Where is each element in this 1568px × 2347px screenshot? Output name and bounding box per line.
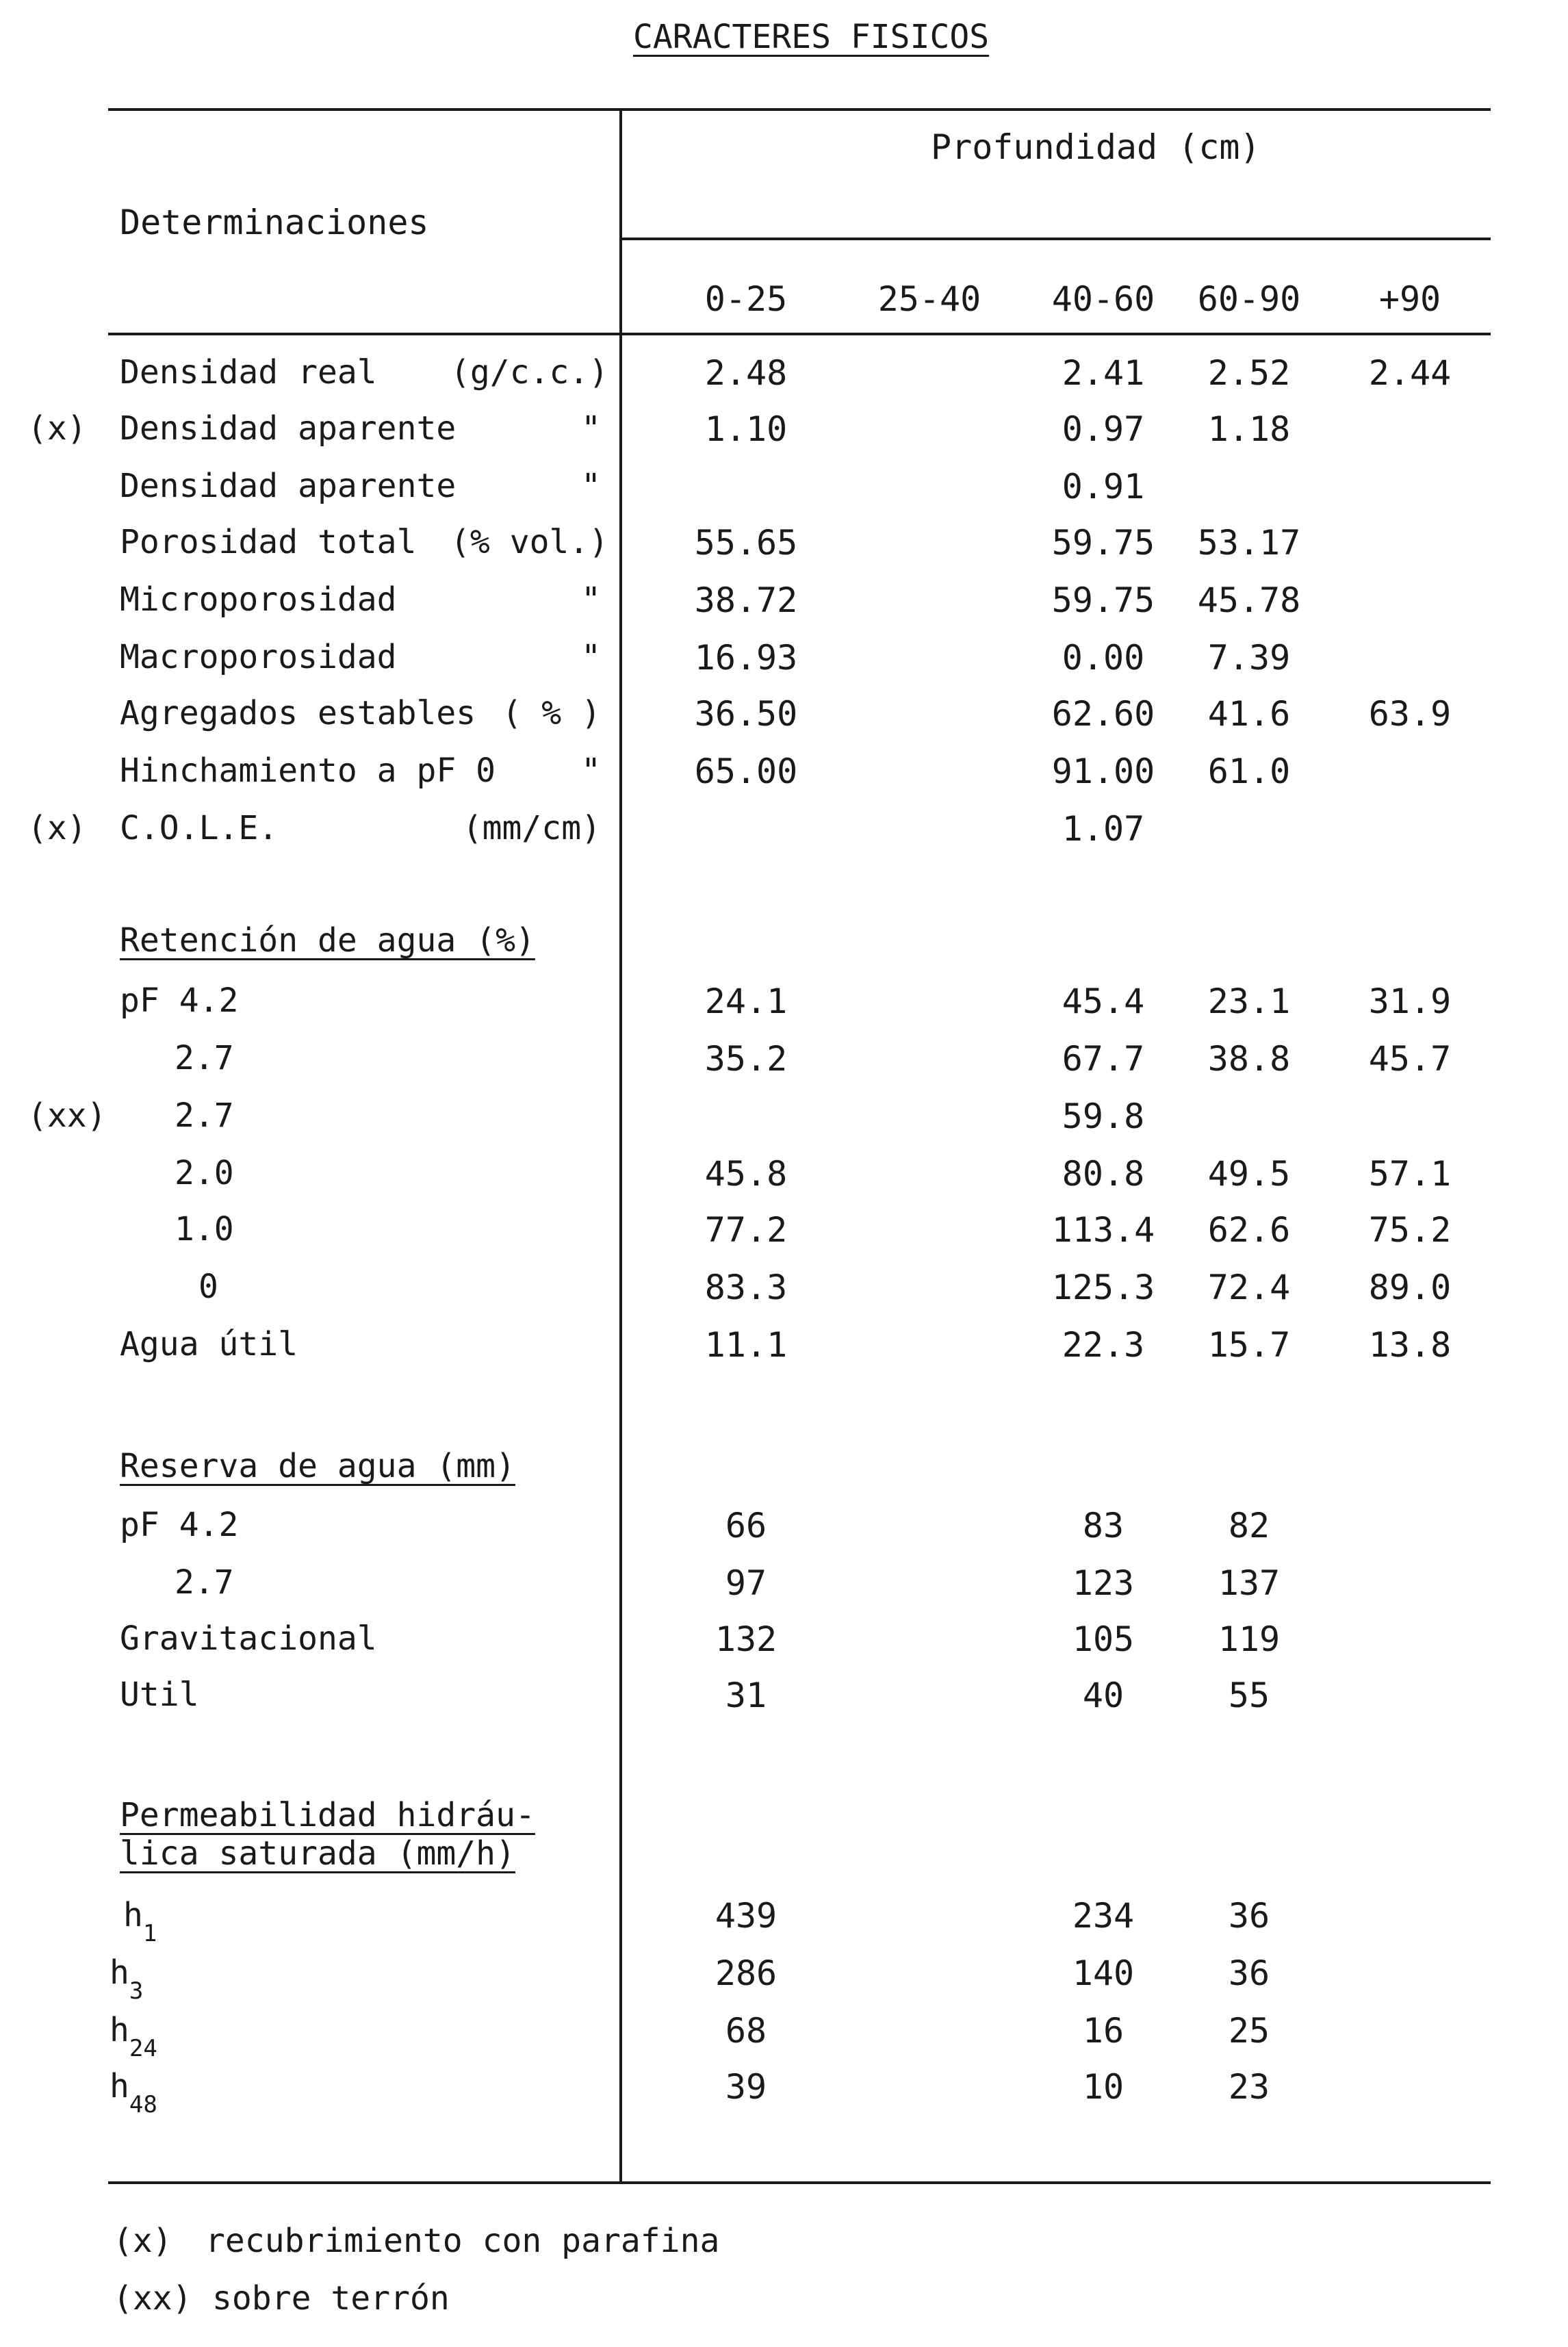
row-value-cell: 39 bbox=[725, 2067, 767, 2107]
table-bottom-rule bbox=[108, 2181, 1491, 2184]
page-title: CARACTERES FISICOS bbox=[633, 18, 990, 56]
row-mark: (x) bbox=[27, 409, 87, 448]
row-label: Macroporosidad bbox=[120, 638, 397, 676]
row-value-cell: 2.41 bbox=[1062, 353, 1145, 393]
row-label: 2.7 bbox=[175, 1563, 234, 1602]
row-value-cell: 41.6 bbox=[1207, 694, 1291, 734]
depth-group-header: Profundidad (cm) bbox=[931, 127, 1261, 167]
row-label: 0 bbox=[198, 1268, 218, 1306]
row-value-cell: 53.17 bbox=[1197, 523, 1301, 563]
label-column-header: Determinaciones bbox=[120, 203, 429, 242]
row-value-cell: 439 bbox=[715, 1896, 777, 1936]
row-value-cell: 55.65 bbox=[694, 523, 798, 563]
row-label bbox=[123, 1896, 157, 1947]
row-value-cell: 7.39 bbox=[1207, 638, 1291, 678]
depth-header-5: +90 bbox=[1378, 279, 1441, 319]
row-label: C.O.L.E. bbox=[120, 809, 279, 847]
row-value-cell: 113.4 bbox=[1051, 1210, 1155, 1250]
row-value-cell: 62.60 bbox=[1051, 694, 1155, 734]
row-value-cell: 31 bbox=[725, 1676, 767, 1715]
row-label-symbol: h bbox=[110, 1953, 129, 1992]
row-label: Densidad aparente bbox=[120, 467, 457, 505]
row-label: Densidad real bbox=[120, 353, 377, 392]
row-label-symbol: h bbox=[123, 1896, 143, 1934]
row-value-cell: 23.1 bbox=[1207, 982, 1291, 1021]
row-value-cell: 55 bbox=[1228, 1676, 1270, 1715]
row-value-cell: 22.3 bbox=[1062, 1325, 1145, 1365]
footnote-mark: (x) bbox=[113, 2222, 172, 2260]
row-label-subscript: 48 bbox=[129, 2091, 157, 2118]
row-value-cell: 0.97 bbox=[1062, 409, 1145, 449]
row-value-cell: 36 bbox=[1228, 1896, 1270, 1936]
row-label: Microporosidad bbox=[120, 580, 397, 619]
row-value-cell: 45.4 bbox=[1062, 982, 1145, 1021]
row-value-cell: 234 bbox=[1072, 1896, 1135, 1936]
row-value-cell: 63.9 bbox=[1368, 694, 1452, 734]
row-value-cell: 2.44 bbox=[1368, 353, 1452, 393]
footnote-mark: (xx) bbox=[113, 2279, 192, 2318]
row-label-symbol: h bbox=[110, 2067, 129, 2105]
row-value-cell: 45.78 bbox=[1197, 580, 1301, 620]
row-label: pF 4.2 bbox=[120, 1506, 239, 1544]
row-value-cell: 66 bbox=[725, 1506, 767, 1546]
row-value-cell: 45.7 bbox=[1368, 1039, 1452, 1079]
row-value-cell: 119 bbox=[1218, 1619, 1281, 1659]
row-value-cell: 75.2 bbox=[1368, 1210, 1452, 1250]
row-value-cell: 36 bbox=[1228, 1953, 1270, 1993]
row-value-cell: 23 bbox=[1228, 2067, 1270, 2107]
row-label: Porosidad total bbox=[120, 523, 417, 561]
row-unit: (mm/cm) bbox=[462, 809, 601, 847]
row-label-subscript: 24 bbox=[129, 2035, 157, 2062]
row-value-cell: 45.8 bbox=[704, 1154, 788, 1194]
row-value-cell: 105 bbox=[1072, 1619, 1135, 1659]
row-value-cell: 2.52 bbox=[1207, 353, 1291, 393]
row-value-cell: 49.5 bbox=[1207, 1154, 1291, 1194]
row-unit: " bbox=[581, 409, 601, 448]
row-value-cell: 0.91 bbox=[1062, 467, 1145, 506]
row-label bbox=[110, 1953, 144, 2005]
row-value-cell: 13.8 bbox=[1368, 1325, 1452, 1365]
row-value-cell: 59.8 bbox=[1062, 1096, 1145, 1136]
row-label: 2.7 bbox=[175, 1039, 234, 1077]
row-unit: " bbox=[581, 638, 601, 676]
header-bottom-rule bbox=[108, 333, 1491, 335]
row-label bbox=[110, 2067, 157, 2118]
row-value-cell: 83.3 bbox=[704, 1268, 788, 1307]
table-column-divider bbox=[619, 108, 622, 2184]
row-value-cell: 83 bbox=[1082, 1506, 1124, 1546]
row-value-cell: 24.1 bbox=[704, 982, 788, 1021]
row-mark: (x) bbox=[27, 809, 87, 847]
row-value-cell: 89.0 bbox=[1368, 1268, 1452, 1307]
row-value-cell: 1.07 bbox=[1062, 809, 1145, 849]
row-value-cell: 77.2 bbox=[704, 1210, 788, 1250]
depth-header-4: 60-90 bbox=[1197, 279, 1301, 319]
row-value-cell: 40 bbox=[1082, 1676, 1124, 1715]
depth-header-2: 25-40 bbox=[877, 279, 981, 319]
row-value-cell: 1.10 bbox=[704, 409, 788, 449]
row-value-cell: 38.8 bbox=[1207, 1039, 1291, 1079]
row-value-cell: 11.1 bbox=[704, 1325, 788, 1365]
row-value-cell: 36.50 bbox=[694, 694, 798, 734]
row-label: Gravitacional bbox=[120, 1619, 377, 1658]
row-value-cell: 0.00 bbox=[1062, 638, 1145, 678]
row-value-cell: 132 bbox=[715, 1619, 777, 1659]
row-label-symbol: h bbox=[110, 2011, 129, 2049]
row-unit: ( % ) bbox=[502, 694, 601, 732]
permeability-section-title-line2: lica saturada (mm/h) bbox=[120, 1834, 515, 1873]
row-value-cell: 2.48 bbox=[704, 353, 788, 393]
depth-header-3: 40-60 bbox=[1051, 279, 1155, 319]
row-label: pF 4.2 bbox=[120, 982, 239, 1020]
row-value-cell: 31.9 bbox=[1368, 982, 1452, 1021]
row-value-cell: 82 bbox=[1228, 1506, 1270, 1546]
header-group-rule bbox=[620, 238, 1491, 240]
row-value-cell: 68 bbox=[725, 2011, 767, 2051]
row-value-cell: 140 bbox=[1072, 1953, 1135, 1993]
row-value-cell: 65.00 bbox=[694, 752, 798, 791]
retention-section-title: Retención de agua (%) bbox=[120, 921, 535, 960]
row-label: 2.7 bbox=[175, 1096, 234, 1135]
row-label-subscript: 3 bbox=[129, 1977, 144, 2005]
row-value-cell: 38.72 bbox=[694, 580, 798, 620]
row-label-subscript: 1 bbox=[142, 1920, 157, 1947]
row-unit: " bbox=[581, 467, 601, 505]
row-value-cell: 72.4 bbox=[1207, 1268, 1291, 1307]
row-label bbox=[110, 2011, 157, 2062]
row-value-cell: 137 bbox=[1218, 1563, 1281, 1603]
row-value-cell: 16 bbox=[1082, 2011, 1124, 2051]
row-value-cell: 62.6 bbox=[1207, 1210, 1291, 1250]
permeability-section-title-line1: Permeabilidad hidráu- bbox=[120, 1796, 535, 1834]
row-label: 1.0 bbox=[175, 1210, 234, 1248]
row-value-cell: 1.18 bbox=[1207, 409, 1291, 449]
row-unit: (g/c.c.) bbox=[450, 353, 609, 392]
row-label: Hinchamiento a pF 0 bbox=[120, 752, 496, 790]
row-value-cell: 15.7 bbox=[1207, 1325, 1291, 1365]
row-label: Densidad aparente bbox=[120, 409, 457, 448]
row-unit: " bbox=[581, 752, 601, 790]
row-value-cell: 57.1 bbox=[1368, 1154, 1452, 1194]
reserve-section-title: Reserva de agua (mm) bbox=[120, 1447, 515, 1485]
row-label: 2.0 bbox=[175, 1154, 234, 1192]
table-top-rule bbox=[108, 108, 1491, 111]
row-value-cell: 91.00 bbox=[1051, 752, 1155, 791]
row-value-cell: 16.93 bbox=[694, 638, 798, 678]
row-label: Agregados estables bbox=[120, 694, 476, 732]
row-label: Agua útil bbox=[120, 1325, 298, 1363]
footnote-text: sobre terrón bbox=[212, 2279, 450, 2318]
row-value-cell: 80.8 bbox=[1062, 1154, 1145, 1194]
row-value-cell: 125.3 bbox=[1051, 1268, 1155, 1307]
row-value-cell: 59.75 bbox=[1051, 523, 1155, 563]
row-value-cell: 10 bbox=[1082, 2067, 1124, 2107]
row-unit: (% vol.) bbox=[450, 523, 609, 561]
row-value-cell: 35.2 bbox=[704, 1039, 788, 1079]
row-unit: " bbox=[581, 580, 601, 619]
row-value-cell: 59.75 bbox=[1051, 580, 1155, 620]
row-value-cell: 25 bbox=[1228, 2011, 1270, 2051]
row-value-cell: 67.7 bbox=[1062, 1039, 1145, 1079]
row-value-cell: 286 bbox=[715, 1953, 777, 1993]
footnote-text: recubrimiento con parafina bbox=[205, 2222, 720, 2260]
row-label: Util bbox=[120, 1676, 199, 1714]
row-mark: (xx) bbox=[27, 1096, 107, 1135]
row-value-cell: 61.0 bbox=[1207, 752, 1291, 791]
row-value-cell: 97 bbox=[725, 1563, 767, 1603]
row-value-cell: 123 bbox=[1072, 1563, 1135, 1603]
depth-header-1: 0-25 bbox=[704, 279, 788, 319]
